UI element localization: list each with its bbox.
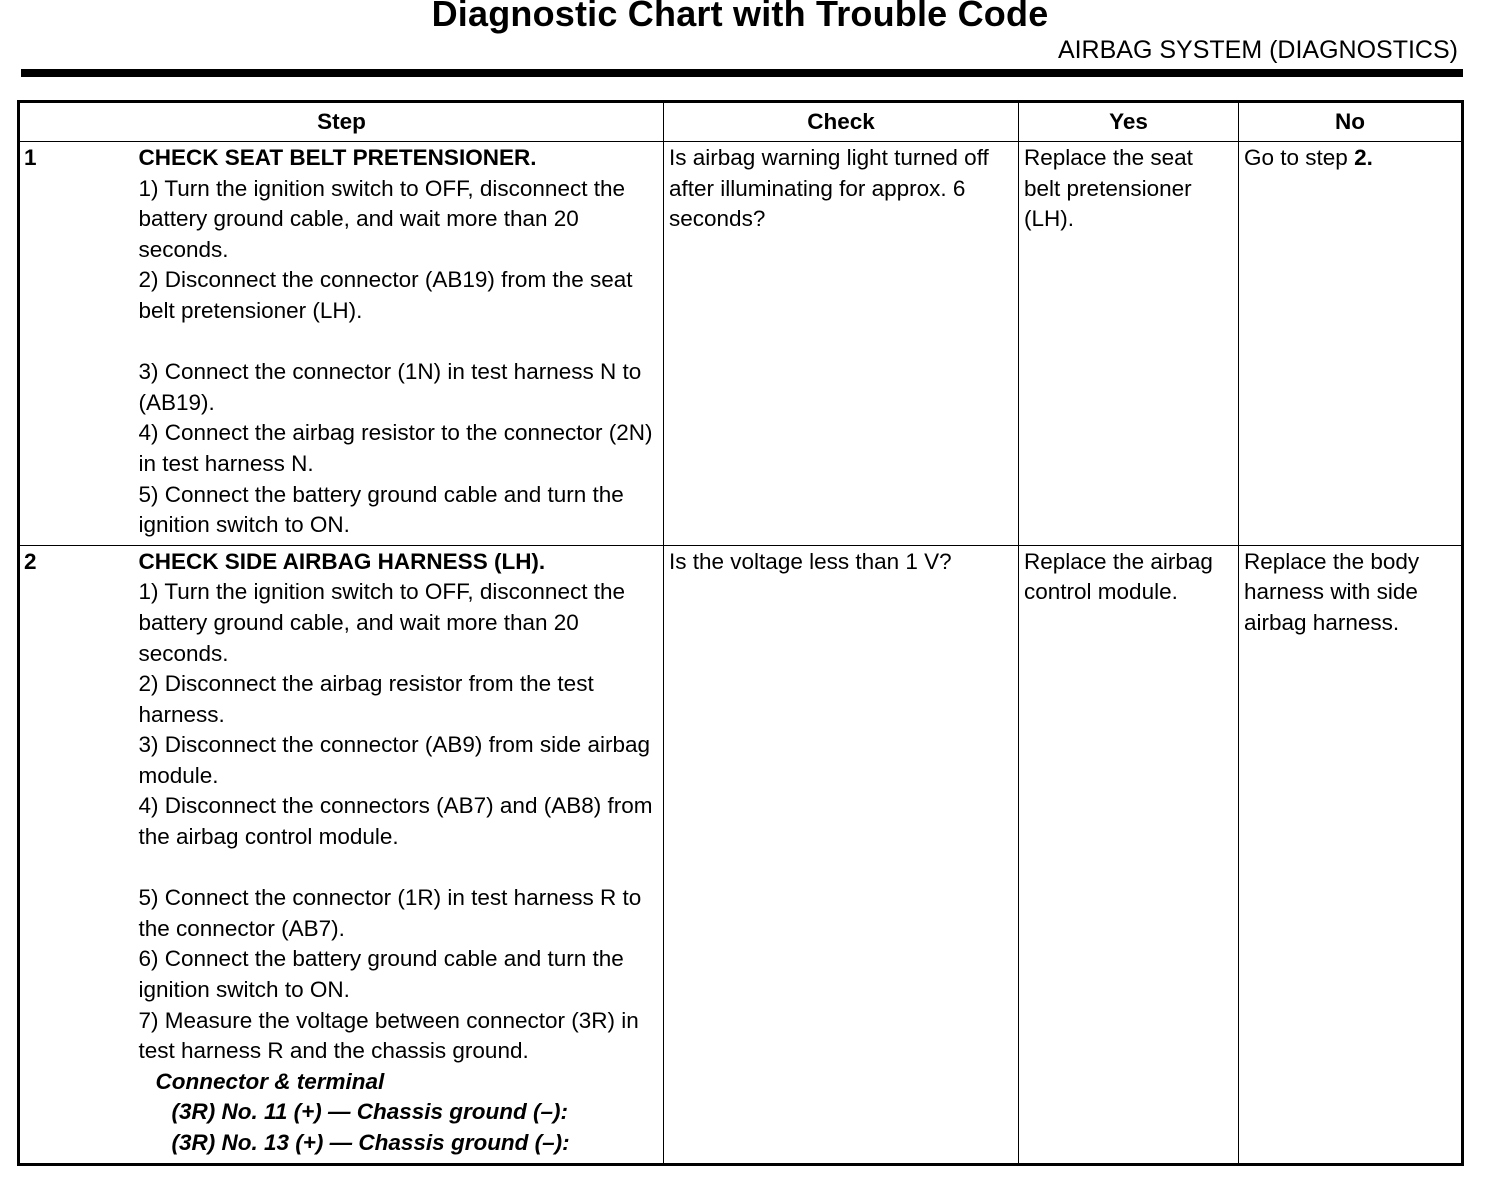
step-instruction: 4) Disconnect the connectors (AB7) and (AB8) from the airbag control module. <box>138 793 653 850</box>
check-cell: Is the voltage less than 1 V? <box>664 545 1019 1164</box>
step-heading: CHECK SIDE AIRBAG HARNESS (LH). <box>138 548 546 574</box>
step-instruction: 3) Connect the connector (1N) in test harness N to (AB19). <box>138 359 642 415</box>
step-heading: CHECK SEAT BELT PRETENSIONER. <box>138 145 537 170</box>
column-header-step: Step <box>19 102 664 142</box>
step-number: 2 <box>19 545 139 1164</box>
connector-terminal-item: (3R) No. 13 (+) — Chassis ground (–): <box>171 1130 570 1155</box>
column-header-no: No <box>1239 102 1463 142</box>
step-instruction: 2) Disconnect the connector (AB19) from the seat belt pretensioner (LH). <box>138 267 633 323</box>
diagnostic-table <box>17 100 1464 1166</box>
step-content <box>139 142 664 546</box>
yes-cell: Replace the seat belt pretensioner (LH). <box>1019 142 1239 546</box>
table-row <box>19 142 1463 546</box>
no-text: Go to step <box>1244 145 1355 170</box>
connector-terminal-item: (3R) No. 11 (+) — Chassis ground (–): <box>171 1099 568 1125</box>
table-header-row <box>19 102 1463 142</box>
step-number: 1 <box>19 142 139 546</box>
spacer <box>139 327 662 358</box>
step-instruction: 4) Connect the airbag resistor to the connector (2N) in test harness N. <box>138 420 653 476</box>
step-instruction: 2) Disconnect the airbag resistor from the test harness. <box>138 671 594 727</box>
header-rule <box>21 69 1463 77</box>
step-instruction: 7) Measure the voltage between connector (3R) in test harness R and the chassis ground. <box>138 1007 639 1064</box>
step-instruction: 6) Connect the battery ground cable and turn the ignition switch to ON. <box>138 946 624 1003</box>
step-content <box>139 545 664 1164</box>
check-cell: Is airbag warning light turned off after illuminating for approx. 6 seconds? <box>664 142 1019 546</box>
section-subtitle: AIRBAG SYSTEM (DIAGNOSTICS) <box>1057 36 1458 64</box>
no-step-link: 2. <box>1354 145 1373 170</box>
spacer <box>139 853 662 884</box>
connector-terminal-heading: Connector & terminal <box>155 1068 385 1094</box>
column-header-check: Check <box>664 102 1019 142</box>
step-instruction: 1) Turn the ignition switch to OFF, disconnect the battery ground cable, and wait more than 20 seconds. <box>138 579 625 666</box>
no-cell <box>1239 142 1463 546</box>
step-instruction: 1) Turn the ignition switch to OFF, disconnect the battery ground cable, and wait more than 20 seconds. <box>138 175 625 262</box>
table-row <box>19 545 1463 1164</box>
step-instruction: 5) Connect the connector (1R) in test harness R to the connector (AB7). <box>138 885 642 941</box>
step-instruction: 3) Disconnect the connector (AB9) from side airbag module. <box>138 732 650 788</box>
column-header-yes: Yes <box>1019 102 1239 142</box>
step-instruction: 5) Connect the battery ground cable and turn the ignition switch to ON. <box>138 481 624 538</box>
yes-cell: Replace the airbag control module. <box>1019 545 1239 1164</box>
no-cell: Replace the body harness with side airbag harness. <box>1239 545 1463 1164</box>
page-title: Diagnostic Chart with Trouble Code <box>431 0 1049 34</box>
